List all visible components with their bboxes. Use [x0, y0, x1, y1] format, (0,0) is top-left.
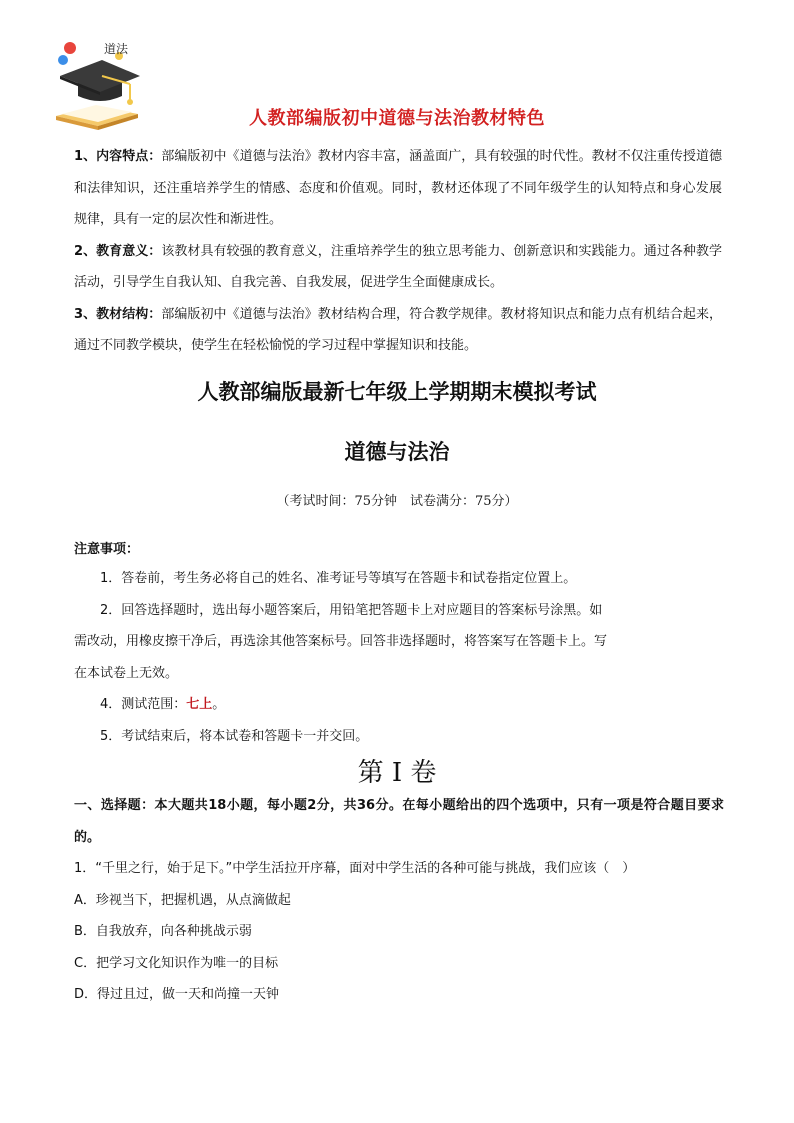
logo-label: 道法 [104, 42, 129, 56]
question-block [74, 853, 724, 1011]
exam-title: 人教部编版最新七年级上学期期末模拟考试 [197, 379, 597, 404]
section-header: 一、选择题：本大题共18小题，每小题2分，共36分。在每小题给出的四个选项中，只有一项是符合题目要求的。 [74, 798, 724, 845]
banner-title: 人教部编版初中道德与法治教材特色 [249, 108, 545, 129]
feature-list [74, 141, 722, 362]
feature-heading: 1、内容特点： [74, 149, 162, 164]
note-label: 4．测试范围： [100, 697, 187, 712]
note-end: 。 [212, 697, 226, 712]
feature-item [74, 299, 722, 362]
question-option: B．自我放弃，向各种挑战示弱 [74, 924, 252, 939]
question-option: D．得过且过，做一天和尚撞一天钟 [74, 987, 280, 1002]
test-scope-value: 七上 [186, 697, 213, 712]
question-option: C．把学习文化知识作为唯一的目标 [74, 955, 279, 971]
note-item-continued: 在本试卷上无效。 [74, 665, 179, 681]
feature-text: 该教材具有较强的教育意义，注重培养学生的独立思考能力、创新意识和实践能力。通过各种教学活动，引导学生自我认知、自我完善、自我发展，促进学生全面健康成长。 [74, 243, 722, 290]
question-stem: 1．“千里之行，始于足下。”中学生活拉开序幕，面对中学生活的各种可能与挑战，我们应该（ ） [74, 861, 636, 876]
exam-info: （考试时间：75分钟 试卷满分：75分） [276, 494, 518, 509]
feature-heading: 2、教育意义： [74, 243, 162, 259]
note-item [74, 689, 724, 721]
notes-list [74, 563, 724, 752]
note-item: 5．考试结束后，将本试卷和答题卡一并交回。 [100, 728, 369, 744]
feature-text: 部编版初中《道德与法治》教材结构合理，符合教学规律。教材将知识点和能力点有机结合起来，通过不同教学模块，使学生在轻松愉悦的学习过程中掌握知识和技能。 [74, 306, 722, 353]
feature-text: 部编版初中《道德与法治》教材内容丰富，涵盖面广，具有较强的时代性。教材不仅注重传授道德和法律知识，还注重培养学生的情感、态度和价值观。同时，教材还体现了不同年级学生的认知特点和身心发展规律，具有一定的层次性和渐进性。 [74, 149, 722, 227]
note-item-continued: 需改动，用橡皮擦干净后，再选涂其他答案标号。回答非选择题时，将答案写在答题卡上。写 [74, 634, 608, 649]
subject-title: 道德与法治 [344, 439, 450, 464]
notes-heading: 注意事项： [74, 542, 140, 557]
feature-item [74, 141, 722, 236]
question-option: A．珍视当下，把握机遇，从点滴做起 [74, 892, 291, 908]
note-item: 2．回答选择题时，选出每小题答案后，用铅笔把答题卡上对应题目的答案标号涂黑。如 [100, 602, 603, 618]
feature-item [74, 236, 722, 299]
feature-heading: 3、教材结构： [74, 306, 162, 322]
volume-title: 第 I 卷 [357, 758, 437, 788]
note-item: 1．答卷前，考生务必将自己的姓名、准考证号等填写在答题卡和试卷指定位置上。 [100, 571, 577, 586]
